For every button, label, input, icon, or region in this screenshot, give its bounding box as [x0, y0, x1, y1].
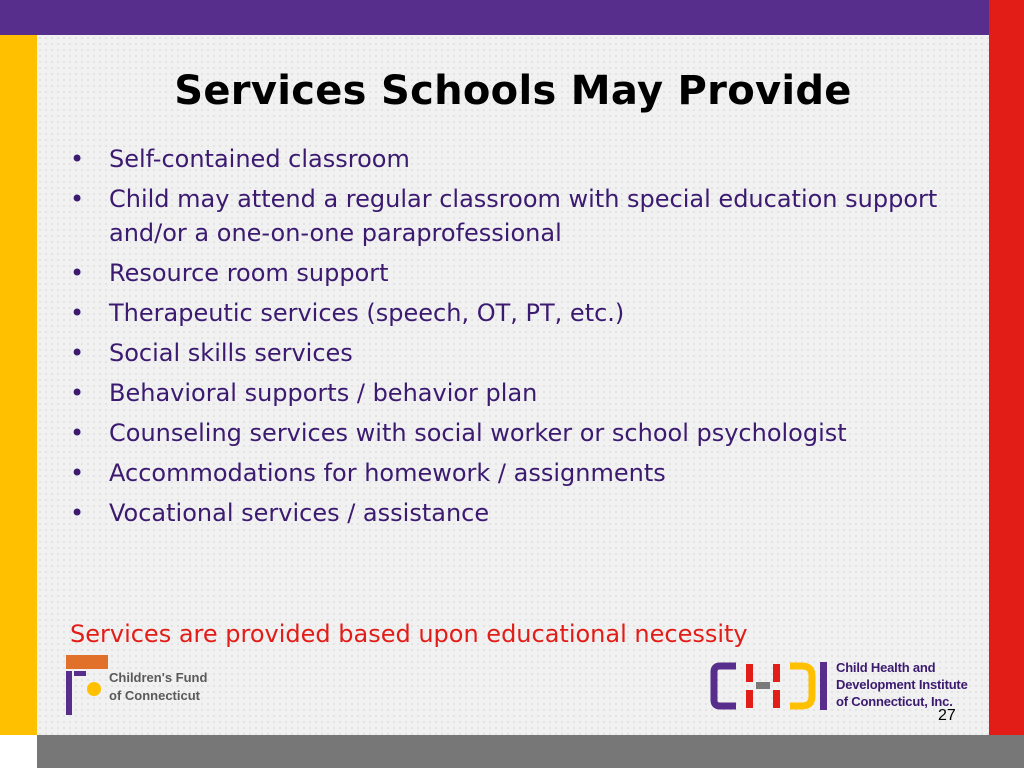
- slide-title: Services Schools May Provide: [174, 68, 852, 114]
- bullet-item: [68, 416, 968, 450]
- bullet-dot: •: [70, 379, 85, 407]
- bullet-item: [68, 336, 968, 370]
- bullet-item: [68, 182, 968, 250]
- childrens-fund-logo-text: [109, 669, 207, 705]
- cfc-line-1: Children's Fund: [109, 670, 208, 685]
- right-accent-bar: [989, 0, 1024, 735]
- bullet-text: Behavioral supports / behavior plan: [109, 379, 538, 407]
- chdi-logo-text: [836, 659, 968, 710]
- bullet-text: Counseling services with social worker or school psychologist: [109, 419, 847, 447]
- chdi-line-3: of Connecticut, Inc.: [836, 694, 953, 709]
- bullet-text: Accommodations for homework / assignments: [109, 459, 666, 487]
- left-accent-bar: [0, 0, 37, 735]
- bullet-text: Vocational services / assistance: [109, 499, 490, 527]
- bullet-dot: •: [70, 259, 85, 287]
- bullet-item: [68, 376, 968, 410]
- chdi-logo-icon: [710, 658, 828, 714]
- bullet-dot: •: [70, 339, 85, 367]
- bullet-dot: •: [70, 185, 85, 213]
- bullet-item: [68, 496, 968, 530]
- bullet-dot: •: [70, 299, 85, 327]
- bullet-item: [68, 456, 968, 490]
- services-bullet-list: [68, 142, 968, 536]
- bullet-dot: •: [70, 459, 85, 487]
- chdi-line-1: Child Health and: [836, 660, 936, 675]
- chdi-line-2: Development Institute: [836, 677, 968, 692]
- bullet-text: Self-contained classroom: [109, 145, 410, 173]
- slide-page-number: 27: [938, 707, 956, 724]
- bullet-dot: •: [70, 499, 85, 527]
- bullet-text: Resource room support: [109, 259, 389, 287]
- top-accent-bar: [0, 0, 989, 35]
- bottom-accent-bar: [37, 735, 1024, 768]
- bullet-dot: •: [70, 145, 85, 173]
- bullet-item: [68, 142, 968, 176]
- bottom-left-corner: [0, 735, 37, 768]
- bullet-item: [68, 296, 968, 330]
- bullet-text: Therapeutic services (speech, OT, PT, etc.): [109, 299, 625, 327]
- bullet-text: Social skills services: [109, 339, 353, 367]
- bullet-text: Child may attend a regular classroom with special education support and/or a one-on-one paraprofessional: [109, 185, 938, 247]
- bullet-dot: •: [70, 419, 85, 447]
- cfc-line-2: of Connecticut: [109, 688, 200, 703]
- necessity-note: Services are provided based upon educational necessity: [70, 620, 748, 648]
- bullet-item: [68, 256, 968, 290]
